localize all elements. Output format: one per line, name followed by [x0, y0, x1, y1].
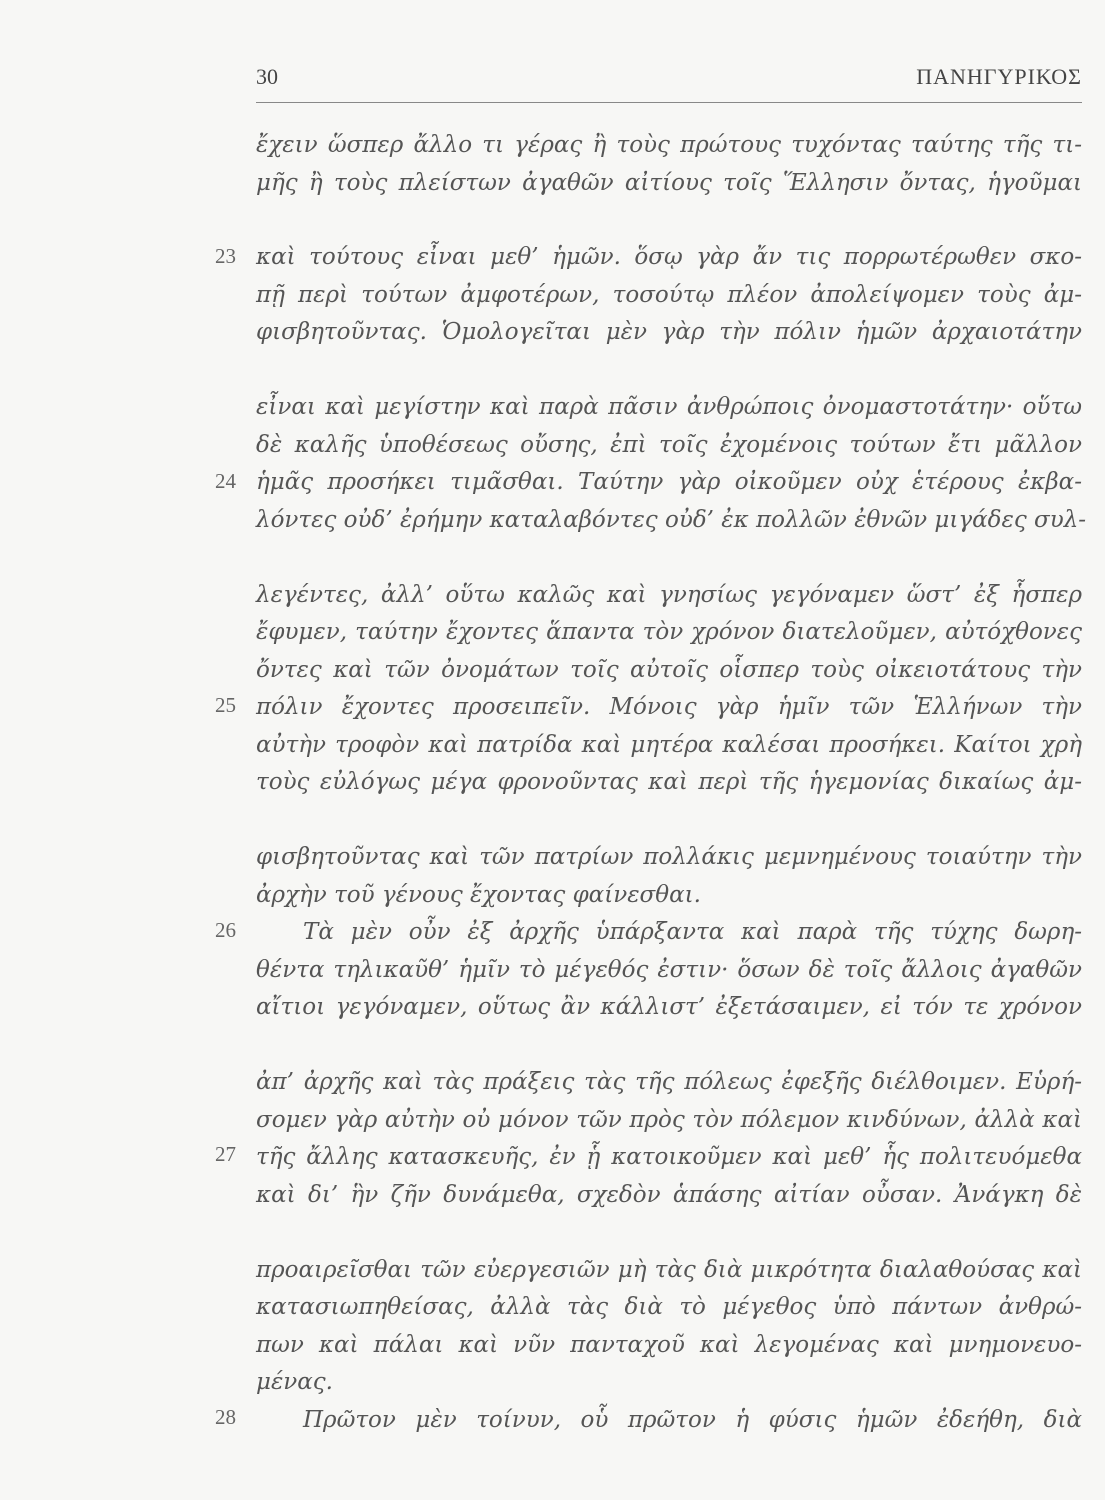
text-line: δὲ καλῆς ὑποθέσεως οὔσης, ἐπὶ τοῖς ἐχομένοις τούτων ἔτι μᾶλλον — [256, 432, 1082, 458]
text-line: πόλιν ἔχοντες προσειπεῖν. Μόνοις γὰρ ἡμῖν τῶν Ἑλλήνων τὴν — [256, 694, 1082, 720]
text-line: πων καὶ πάλαι καὶ νῦν πανταχοῦ καὶ λεγομένας καὶ μνημονευο- — [256, 1332, 1082, 1358]
section-number: 23 — [215, 244, 236, 268]
text-line: αἴτιοι γεγόναμεν, οὕτως ἂν κάλλιστ’ ἐξετάσαιμεν, εἰ τόν τε χρόνον — [256, 994, 1082, 1020]
text-line: ἀρχὴν τοῦ γένους ἔχοντας φαίνεσθαι. — [256, 882, 701, 908]
text-line: φισβητοῦντας καὶ τῶν πατρίων πολλάκις μεμνημένους τοιαύτην τὴν — [256, 844, 1082, 870]
text-line: αὐτὴν τροφὸν καὶ πατρίδα καὶ μητέρα καλέσαι προσήκει. Καίτοι χρὴ — [256, 732, 1082, 758]
text-line: θέντα τηλικαῦθ’ ἡμῖν τὸ μέγεθός ἐστιν· ὅσων δὲ τοῖς ἄλλοις ἀγαθῶν — [256, 957, 1082, 983]
text-line: ἀπ’ ἀρχῆς καὶ τὰς πράξεις τὰς τῆς πόλεως ἐφεξῆς διέλθοιμεν. Εὑρή- — [256, 1069, 1082, 1095]
text-line: πῇ περὶ τούτων ἀμφοτέρων, τοσούτῳ πλέον ἀπολείψομεν τοὺς ἀμ- — [256, 282, 1082, 308]
section-number: 24 — [215, 469, 236, 493]
text-line: ἡμᾶς προσήκει τιμᾶσθαι. Ταύτην γὰρ οἰκοῦμεν οὐχ ἑτέρους ἐκβα- — [256, 469, 1082, 495]
text-line: ἔφυμεν, ταύτην ἔχοντες ἅπαντα τὸν χρόνον διατελοῦμεν, αὐτόχθονες — [256, 619, 1082, 645]
text-line: προαιρεῖσθαι τῶν εὐεργεσιῶν μὴ τὰς διὰ μικρότητα διαλαθούσας καὶ — [256, 1257, 1082, 1283]
section-number: 25 — [215, 693, 236, 717]
text-line: μῆς ἢ τοὺς πλείστων ἀγαθῶν αἰτίους τοῖς Ἕλλησιν ὄντας, ἡγοῦμαι — [256, 170, 1082, 196]
section-number: 26 — [215, 918, 236, 942]
text-line: φισβητοῦντας. Ὁμολογεῖται μὲν γὰρ τὴν πόλιν ἡμῶν ἀρχαιοτάτην — [256, 319, 1082, 345]
text-line: ὄντες καὶ τῶν ὀνομάτων τοῖς αὐτοῖς οἷσπερ τοὺς οἰκειοτάτους τὴν — [256, 657, 1082, 683]
text-line: μένας. — [256, 1369, 333, 1395]
text-line: σομεν γὰρ αὐτὴν οὐ μόνον τῶν πρὸς τὸν πόλεμον κινδύνων, ἀλλὰ καὶ — [256, 1107, 1082, 1133]
text-line: κατασιωπηθείσας, ἀλλὰ τὰς διὰ τὸ μέγεθος ὑπὸ πάντων ἀνθρώ- — [256, 1294, 1082, 1320]
text-line: ἔχειν ὥσπερ ἄλλο τι γέρας ἢ τοὺς πρώτους τυχόντας ταύτης τῆς τι- — [256, 132, 1082, 158]
text-line: λεγέντες, ἀλλ’ οὕτω καλῶς καὶ γνησίως γεγόναμεν ὥστ’ ἐξ ἧσπερ — [256, 582, 1082, 608]
text-line: καὶ δι’ ἣν ζῆν δυνάμεθα, σχεδὸν ἁπάσης αἰτίαν οὖσαν. Ἀνάγκη δὲ — [256, 1182, 1082, 1208]
page-header — [256, 62, 1082, 103]
text-line: λόντες οὐδ’ ἐρήμην καταλαβόντες οὐδ’ ἐκ πολλῶν ἐθνῶν μιγάδες συλ- — [256, 507, 1087, 533]
text-line: Πρῶτον μὲν τοίνυν, οὗ πρῶτον ἡ φύσις ἡμῶν ἐδεήθη, διὰ — [303, 1407, 1082, 1433]
text-line: τῆς ἄλλης κατασκευῆς, ἐν ᾗ κατοικοῦμεν καὶ μεθ’ ἧς πολιτευόμεθα — [256, 1144, 1082, 1170]
section-number: 27 — [215, 1142, 236, 1166]
running-title: ΠΑΝΗΓΥΡΙΚΟΣ — [916, 64, 1082, 89]
text-line: τοὺς εὐλόγως μέγα φρονοῦντας καὶ περὶ τῆς ἡγεμονίας δικαίως ἀμ- — [256, 769, 1082, 795]
text-line: καὶ τούτους εἶναι μεθ’ ἡμῶν. ὅσῳ γὰρ ἄν τις πορρωτέρωθεν σκο- — [256, 244, 1082, 270]
section-number: 28 — [215, 1405, 236, 1429]
text-line: εἶναι καὶ μεγίστην καὶ παρὰ πᾶσιν ἀνθρώποις ὀνομαστοτάτην· οὕτω — [256, 394, 1082, 420]
text-line: Τὰ μὲν οὖν ἐξ ἀρχῆς ὑπάρξαντα καὶ παρὰ τῆς τύχης δωρη- — [303, 919, 1082, 945]
page-number: 30 — [256, 64, 278, 89]
